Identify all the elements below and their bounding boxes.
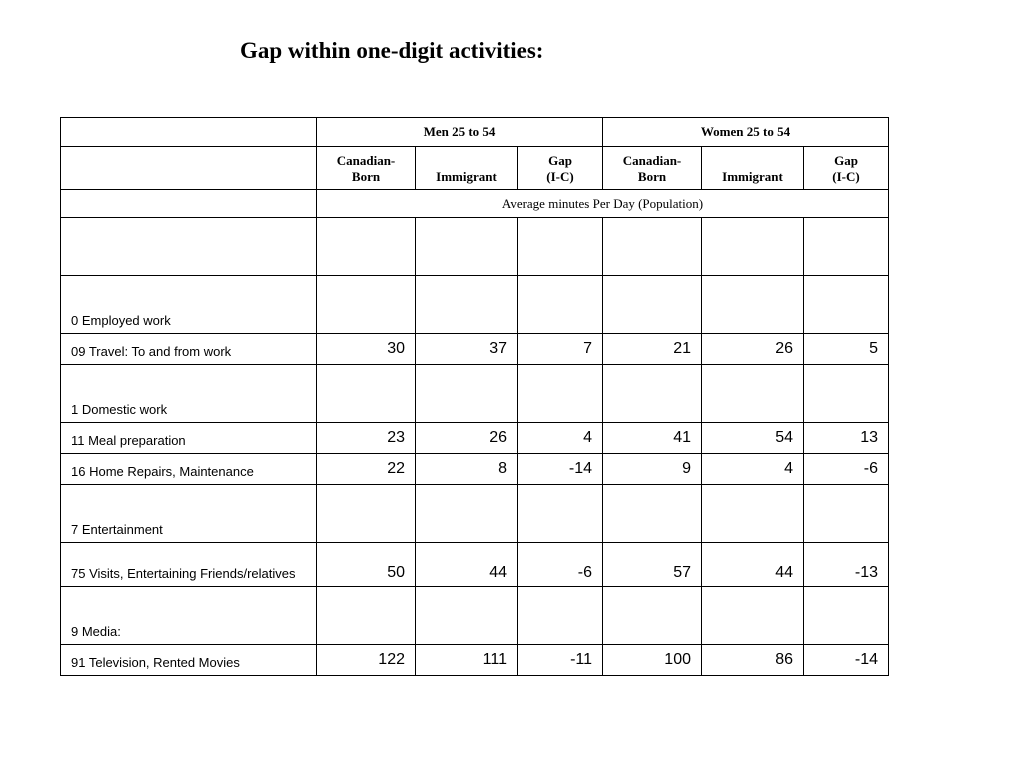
section-row xyxy=(61,365,889,423)
row-label: 75 Visits, Entertaining Friends/relatives xyxy=(61,543,317,587)
corner-cell xyxy=(61,190,317,218)
subcolumn-header: Immigrant xyxy=(416,147,518,190)
value-cell xyxy=(317,365,416,423)
value-cell: 30 xyxy=(317,334,416,365)
row-label: 0 Employed work xyxy=(61,276,317,334)
value-cell xyxy=(804,485,889,543)
value-cell xyxy=(518,485,603,543)
value-cell xyxy=(317,218,416,276)
subcolumn-header: Canadian- Born xyxy=(603,147,702,190)
value-cell: 54 xyxy=(702,423,804,454)
section-row xyxy=(61,485,889,543)
corner-cell xyxy=(61,147,317,190)
subcolumn-header: Gap (I-C) xyxy=(518,147,603,190)
row-label xyxy=(61,218,317,276)
value-cell xyxy=(603,218,702,276)
value-cell: 122 xyxy=(317,645,416,676)
row-label: 91 Television, Rented Movies xyxy=(61,645,317,676)
value-cell xyxy=(804,218,889,276)
table-row xyxy=(61,645,889,676)
value-cell xyxy=(518,587,603,645)
value-cell: 23 xyxy=(317,423,416,454)
group-header-row xyxy=(61,118,889,147)
value-cell xyxy=(804,276,889,334)
table-row xyxy=(61,454,889,485)
value-cell xyxy=(416,276,518,334)
units-caption: Average minutes Per Day (Population) xyxy=(317,190,889,218)
value-cell xyxy=(702,485,804,543)
table-row xyxy=(61,334,889,365)
row-label: 7 Entertainment xyxy=(61,485,317,543)
value-cell xyxy=(603,587,702,645)
value-cell: 21 xyxy=(603,334,702,365)
value-cell xyxy=(416,365,518,423)
value-cell: 4 xyxy=(702,454,804,485)
value-cell: -14 xyxy=(804,645,889,676)
value-cell xyxy=(702,276,804,334)
value-cell: 22 xyxy=(317,454,416,485)
row-label: 11 Meal preparation xyxy=(61,423,317,454)
value-cell: 57 xyxy=(603,543,702,587)
value-cell: 44 xyxy=(702,543,804,587)
subcolumn-header: Gap (I-C) xyxy=(804,147,889,190)
group-header-women: Women 25 to 54 xyxy=(603,118,889,147)
value-cell: 4 xyxy=(518,423,603,454)
value-cell: 9 xyxy=(603,454,702,485)
value-cell xyxy=(416,587,518,645)
value-cell: -6 xyxy=(804,454,889,485)
value-cell xyxy=(317,485,416,543)
value-cell xyxy=(804,587,889,645)
group-header-men: Men 25 to 54 xyxy=(317,118,603,147)
table-row xyxy=(61,423,889,454)
value-cell xyxy=(518,218,603,276)
corner-cell xyxy=(61,118,317,147)
value-cell: 26 xyxy=(416,423,518,454)
value-cell: 26 xyxy=(702,334,804,365)
section-row xyxy=(61,587,889,645)
value-cell: 41 xyxy=(603,423,702,454)
value-cell: 111 xyxy=(416,645,518,676)
subcolumn-header-row xyxy=(61,147,889,190)
value-cell xyxy=(416,218,518,276)
units-row xyxy=(61,190,889,218)
value-cell: -6 xyxy=(518,543,603,587)
value-cell xyxy=(702,218,804,276)
page-title: Gap within one-digit activities: xyxy=(240,38,544,63)
spacer-row xyxy=(61,218,889,276)
value-cell: 13 xyxy=(804,423,889,454)
subcolumn-header: Canadian- Born xyxy=(317,147,416,190)
row-label: 1 Domestic work xyxy=(61,365,317,423)
value-cell: -11 xyxy=(518,645,603,676)
row-label: 9 Media: xyxy=(61,587,317,645)
value-cell: 50 xyxy=(317,543,416,587)
value-cell xyxy=(518,365,603,423)
subcolumn-header: Immigrant xyxy=(702,147,804,190)
value-cell xyxy=(416,485,518,543)
value-cell: 100 xyxy=(603,645,702,676)
value-cell xyxy=(603,485,702,543)
value-cell xyxy=(518,276,603,334)
value-cell: 5 xyxy=(804,334,889,365)
value-cell: 8 xyxy=(416,454,518,485)
activity-gap-table xyxy=(60,117,889,676)
value-cell: 86 xyxy=(702,645,804,676)
value-cell: 44 xyxy=(416,543,518,587)
row-label: 09 Travel: To and from work xyxy=(61,334,317,365)
value-cell xyxy=(702,587,804,645)
value-cell: 37 xyxy=(416,334,518,365)
row-label: 16 Home Repairs, Maintenance xyxy=(61,454,317,485)
value-cell: -13 xyxy=(804,543,889,587)
value-cell xyxy=(603,365,702,423)
value-cell xyxy=(702,365,804,423)
value-cell xyxy=(317,587,416,645)
value-cell xyxy=(603,276,702,334)
value-cell: 7 xyxy=(518,334,603,365)
section-row xyxy=(61,276,889,334)
value-cell: -14 xyxy=(518,454,603,485)
value-cell xyxy=(804,365,889,423)
value-cell xyxy=(317,276,416,334)
table-row xyxy=(61,543,889,587)
